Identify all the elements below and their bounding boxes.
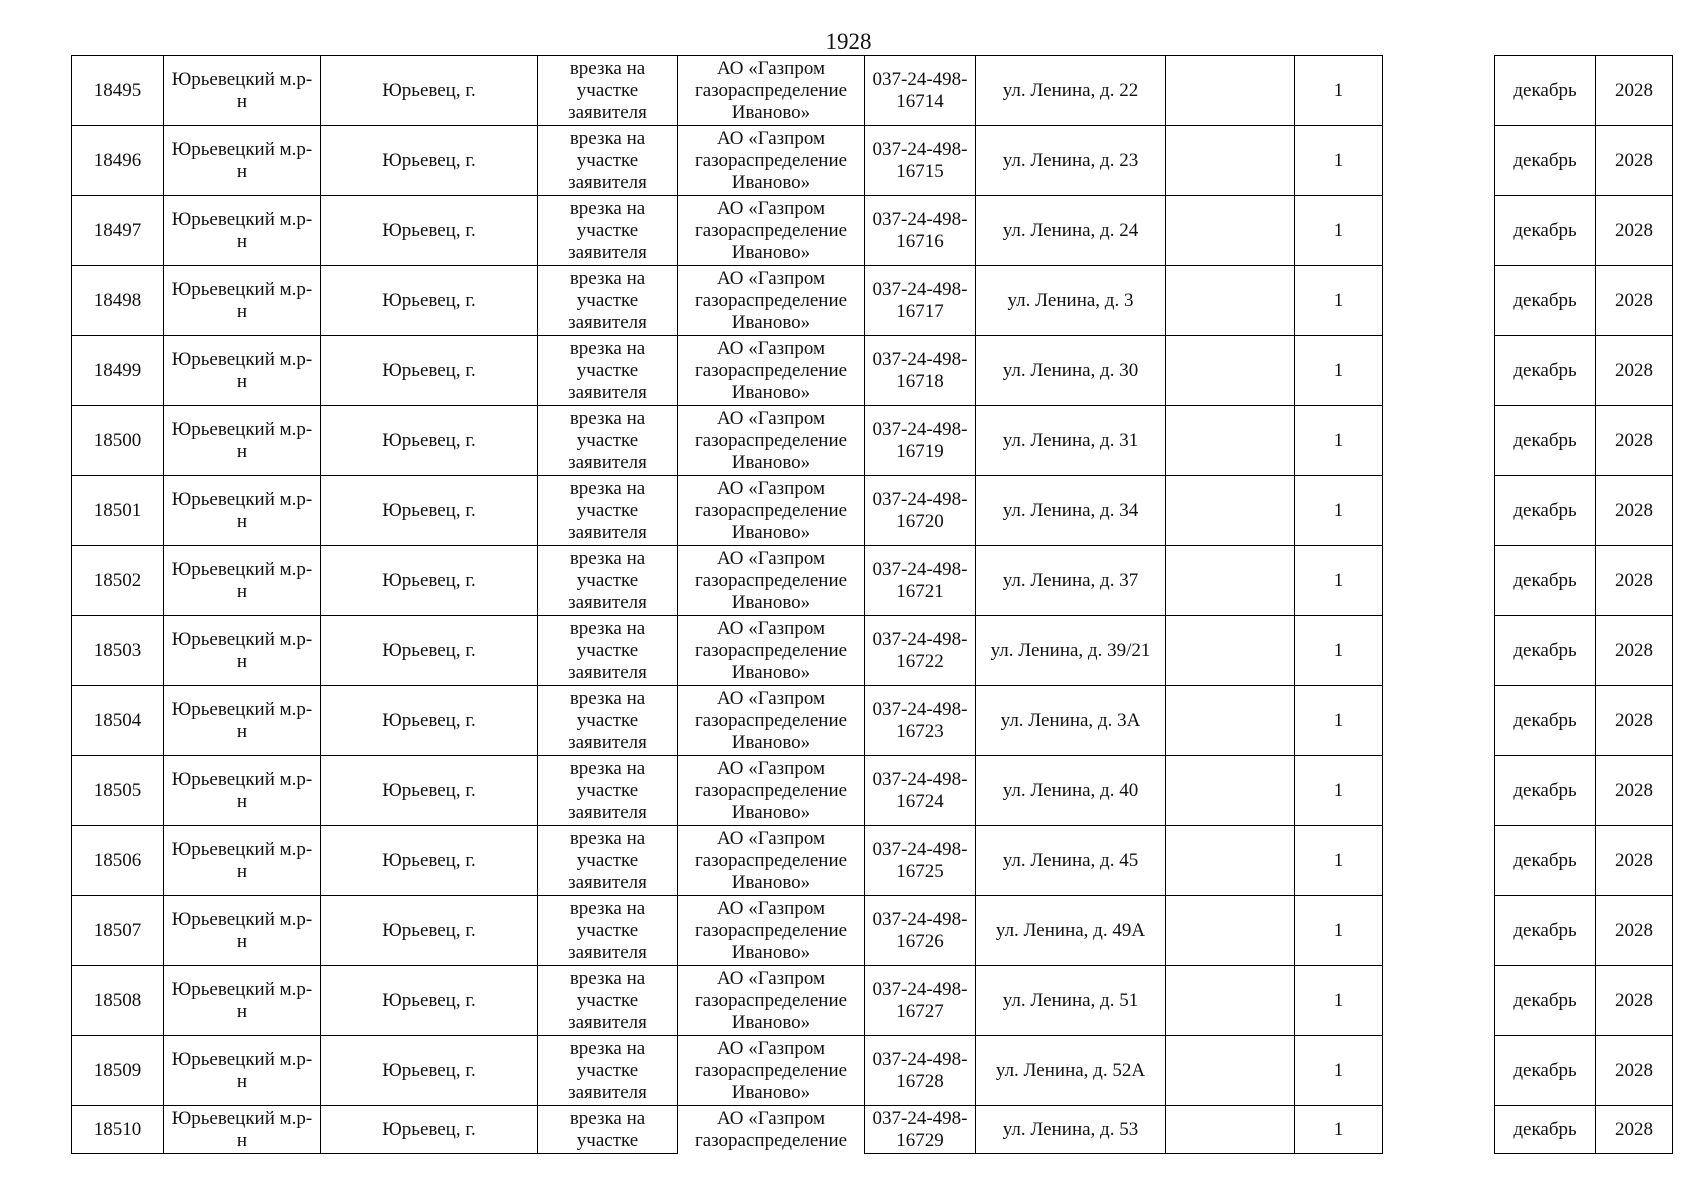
connection-method-cell: врезка на участке заявителя xyxy=(538,686,678,756)
table-row xyxy=(72,896,1673,966)
address-cell: ул. Ленина, д. 52А xyxy=(976,1036,1166,1106)
connection-method-cell: врезка на участке заявителя xyxy=(538,896,678,966)
count-cell: 1 xyxy=(1295,336,1383,406)
year-cell: 2028 xyxy=(1596,266,1673,336)
count-cell: 1 xyxy=(1295,896,1383,966)
count-cell: 1 xyxy=(1295,966,1383,1036)
count-cell: 1 xyxy=(1295,196,1383,266)
settlement-cell: Юрьевец, г. xyxy=(321,1036,538,1106)
empty-cell xyxy=(1166,266,1295,336)
address-cell: ул. Ленина, д. 49А xyxy=(976,896,1166,966)
row-number-cell: 18495 xyxy=(72,56,164,126)
table-row xyxy=(72,196,1673,266)
row-number-cell: 18508 xyxy=(72,966,164,1036)
register-table-body xyxy=(72,56,1673,1154)
row-number-cell: 18506 xyxy=(72,826,164,896)
empty-cell xyxy=(1383,826,1495,896)
year-cell: 2028 xyxy=(1596,756,1673,826)
object-code-cell: 037-24-498-16723 xyxy=(865,686,976,756)
settlement-cell: Юрьевец, г. xyxy=(321,336,538,406)
district-cell: Юрьевецкий м.р-н xyxy=(164,896,321,966)
register-table xyxy=(71,55,1673,1154)
month-cell: декабрь xyxy=(1495,546,1596,616)
organization-cell: АО «Газпром газораспределение Иваново» xyxy=(678,476,865,546)
year-cell: 2028 xyxy=(1596,546,1673,616)
object-code-cell: 037-24-498-16714 xyxy=(865,56,976,126)
year-cell: 2028 xyxy=(1596,336,1673,406)
month-cell: декабрь xyxy=(1495,756,1596,826)
count-cell: 1 xyxy=(1295,616,1383,686)
year-cell: 2028 xyxy=(1596,1036,1673,1106)
empty-cell xyxy=(1383,686,1495,756)
row-number-cell: 18505 xyxy=(72,756,164,826)
empty-cell xyxy=(1383,126,1495,196)
connection-method-cell: врезка на участке заявителя xyxy=(538,476,678,546)
row-number-cell: 18501 xyxy=(72,476,164,546)
month-cell: декабрь xyxy=(1495,126,1596,196)
connection-method-cell: врезка на участке заявителя xyxy=(538,126,678,196)
organization-cell: АО «Газпром газораспределение Иваново» xyxy=(678,406,865,476)
district-cell: Юрьевецкий м.р-н xyxy=(164,686,321,756)
object-code-cell: 037-24-498-16718 xyxy=(865,336,976,406)
table-row xyxy=(72,826,1673,896)
connection-method-cell: врезка на участке заявителя xyxy=(538,196,678,266)
settlement-cell: Юрьевец, г. xyxy=(321,1106,538,1154)
table-row xyxy=(72,966,1673,1036)
table-row xyxy=(72,686,1673,756)
table-row xyxy=(72,406,1673,476)
empty-cell xyxy=(1166,826,1295,896)
district-cell: Юрьевецкий м.р-н xyxy=(164,476,321,546)
settlement-cell: Юрьевец, г. xyxy=(321,826,538,896)
count-cell: 1 xyxy=(1295,56,1383,126)
district-cell: Юрьевецкий м.р-н xyxy=(164,196,321,266)
count-cell: 1 xyxy=(1295,406,1383,476)
empty-cell xyxy=(1166,616,1295,686)
month-cell: декабрь xyxy=(1495,826,1596,896)
row-number-cell: 18507 xyxy=(72,896,164,966)
year-cell: 2028 xyxy=(1596,686,1673,756)
object-code-cell: 037-24-498-16720 xyxy=(865,476,976,546)
district-cell: Юрьевецкий м.р-н xyxy=(164,546,321,616)
connection-method-cell: врезка на участке заявителя xyxy=(538,266,678,336)
connection-method-cell: врезка на участке заявителя xyxy=(538,406,678,476)
empty-cell xyxy=(1383,336,1495,406)
page-number: 1928 xyxy=(825,29,872,54)
month-cell: декабрь xyxy=(1495,1106,1596,1154)
month-cell: декабрь xyxy=(1495,896,1596,966)
settlement-cell: Юрьевец, г. xyxy=(321,196,538,266)
address-cell: ул. Ленина, д. 53 xyxy=(976,1106,1166,1154)
address-cell: ул. Ленина, д. 40 xyxy=(976,756,1166,826)
month-cell: декабрь xyxy=(1495,56,1596,126)
object-code-cell: 037-24-498-16717 xyxy=(865,266,976,336)
count-cell: 1 xyxy=(1295,546,1383,616)
empty-cell xyxy=(1166,336,1295,406)
empty-cell xyxy=(1166,1036,1295,1106)
organization-cell: АО «Газпром газораспределение Иваново» xyxy=(678,336,865,406)
year-cell: 2028 xyxy=(1596,56,1673,126)
settlement-cell: Юрьевец, г. xyxy=(321,686,538,756)
organization-cell: АО «Газпром газораспределение Иваново» xyxy=(678,966,865,1036)
address-cell: ул. Ленина, д. 31 xyxy=(976,406,1166,476)
connection-method-cell: врезка на участке заявителя xyxy=(538,336,678,406)
object-code-cell: 037-24-498-16729 xyxy=(865,1106,976,1154)
empty-cell xyxy=(1166,406,1295,476)
organization-cell: АО «Газпром газораспределение Иваново» xyxy=(678,266,865,336)
year-cell: 2028 xyxy=(1596,476,1673,546)
settlement-cell: Юрьевец, г. xyxy=(321,126,538,196)
table-row xyxy=(72,266,1673,336)
district-cell: Юрьевецкий м.р-н xyxy=(164,1106,321,1154)
empty-cell xyxy=(1383,966,1495,1036)
object-code-cell: 037-24-498-16716 xyxy=(865,196,976,266)
row-number-cell: 18497 xyxy=(72,196,164,266)
organization-cell: АО «Газпром газораспределение Иваново» xyxy=(678,56,865,126)
address-cell: ул. Ленина, д. 24 xyxy=(976,196,1166,266)
empty-cell xyxy=(1383,546,1495,616)
row-number-cell: 18496 xyxy=(72,126,164,196)
address-cell: ул. Ленина, д. 45 xyxy=(976,826,1166,896)
organization-cell: АО «Газпром газораспределение Иваново» xyxy=(678,546,865,616)
empty-cell xyxy=(1166,196,1295,266)
settlement-cell: Юрьевец, г. xyxy=(321,756,538,826)
table-row xyxy=(72,126,1673,196)
table-row xyxy=(72,1106,1673,1154)
district-cell: Юрьевецкий м.р-н xyxy=(164,756,321,826)
empty-cell xyxy=(1166,1106,1295,1154)
empty-cell xyxy=(1383,1106,1495,1154)
empty-cell xyxy=(1166,966,1295,1036)
district-cell: Юрьевецкий м.р-н xyxy=(164,406,321,476)
connection-method-cell: врезка на участке xyxy=(538,1106,678,1154)
count-cell: 1 xyxy=(1295,1106,1383,1154)
settlement-cell: Юрьевец, г. xyxy=(321,616,538,686)
connection-method-cell: врезка на участке заявителя xyxy=(538,546,678,616)
count-cell: 1 xyxy=(1295,686,1383,756)
month-cell: декабрь xyxy=(1495,966,1596,1036)
address-cell: ул. Ленина, д. 3А xyxy=(976,686,1166,756)
year-cell: 2028 xyxy=(1596,966,1673,1036)
settlement-cell: Юрьевец, г. xyxy=(321,966,538,1036)
empty-cell xyxy=(1383,896,1495,966)
address-cell: ул. Ленина, д. 39/21 xyxy=(976,616,1166,686)
connection-method-cell: врезка на участке заявителя xyxy=(538,826,678,896)
empty-cell xyxy=(1383,476,1495,546)
year-cell: 2028 xyxy=(1596,126,1673,196)
empty-cell xyxy=(1166,756,1295,826)
table-row xyxy=(72,616,1673,686)
empty-cell xyxy=(1383,196,1495,266)
row-number-cell: 18504 xyxy=(72,686,164,756)
organization-cell: АО «Газпром газораспределение Иваново» xyxy=(678,126,865,196)
district-cell: Юрьевецкий м.р-н xyxy=(164,266,321,336)
organization-cell: АО «Газпром газораспределение Иваново» xyxy=(678,756,865,826)
object-code-cell: 037-24-498-16727 xyxy=(865,966,976,1036)
connection-method-cell: врезка на участке заявителя xyxy=(538,756,678,826)
row-number-cell: 18500 xyxy=(72,406,164,476)
address-cell: ул. Ленина, д. 37 xyxy=(976,546,1166,616)
year-cell: 2028 xyxy=(1596,616,1673,686)
empty-cell xyxy=(1383,756,1495,826)
object-code-cell: 037-24-498-16728 xyxy=(865,1036,976,1106)
settlement-cell: Юрьевец, г. xyxy=(321,56,538,126)
row-number-cell: 18499 xyxy=(72,336,164,406)
month-cell: декабрь xyxy=(1495,266,1596,336)
object-code-cell: 037-24-498-16719 xyxy=(865,406,976,476)
year-cell: 2028 xyxy=(1596,406,1673,476)
month-cell: декабрь xyxy=(1495,336,1596,406)
year-cell: 2028 xyxy=(1596,896,1673,966)
organization-cell: АО «Газпром газораспределение Иваново» xyxy=(678,1036,865,1106)
object-code-cell: 037-24-498-16715 xyxy=(865,126,976,196)
count-cell: 1 xyxy=(1295,476,1383,546)
organization-cell: АО «Газпром газораспределение Иваново» xyxy=(678,196,865,266)
organization-cell: АО «Газпром газораспределение Иваново» xyxy=(678,896,865,966)
count-cell: 1 xyxy=(1295,756,1383,826)
empty-cell xyxy=(1383,616,1495,686)
connection-method-cell: врезка на участке заявителя xyxy=(538,966,678,1036)
connection-method-cell: врезка на участке заявителя xyxy=(538,56,678,126)
connection-method-cell: врезка на участке заявителя xyxy=(538,1036,678,1106)
district-cell: Юрьевецкий м.р-н xyxy=(164,126,321,196)
count-cell: 1 xyxy=(1295,1036,1383,1106)
district-cell: Юрьевецкий м.р-н xyxy=(164,966,321,1036)
table-row xyxy=(72,476,1673,546)
district-cell: Юрьевецкий м.р-н xyxy=(164,336,321,406)
year-cell: 2028 xyxy=(1596,196,1673,266)
month-cell: декабрь xyxy=(1495,616,1596,686)
table-row xyxy=(72,546,1673,616)
empty-cell xyxy=(1383,266,1495,336)
empty-cell xyxy=(1166,476,1295,546)
address-cell: ул. Ленина, д. 22 xyxy=(976,56,1166,126)
empty-cell xyxy=(1166,56,1295,126)
month-cell: декабрь xyxy=(1495,686,1596,756)
object-code-cell: 037-24-498-16722 xyxy=(865,616,976,686)
district-cell: Юрьевецкий м.р-н xyxy=(164,56,321,126)
table-row xyxy=(72,336,1673,406)
month-cell: декабрь xyxy=(1495,1036,1596,1106)
row-number-cell: 18503 xyxy=(72,616,164,686)
settlement-cell: Юрьевец, г. xyxy=(321,546,538,616)
object-code-cell: 037-24-498-16726 xyxy=(865,896,976,966)
address-cell: ул. Ленина, д. 34 xyxy=(976,476,1166,546)
organization-cell: АО «Газпром газораспределение Иваново» xyxy=(678,826,865,896)
address-cell: ул. Ленина, д. 23 xyxy=(976,126,1166,196)
organization-cell: АО «Газпром газораспределение Иваново» xyxy=(678,616,865,686)
year-cell: 2028 xyxy=(1596,1106,1673,1154)
table-row xyxy=(72,1036,1673,1106)
settlement-cell: Юрьевец, г. xyxy=(321,476,538,546)
connection-method-cell: врезка на участке заявителя xyxy=(538,616,678,686)
year-cell: 2028 xyxy=(1596,826,1673,896)
row-number-cell: 18498 xyxy=(72,266,164,336)
address-cell: ул. Ленина, д. 51 xyxy=(976,966,1166,1036)
settlement-cell: Юрьевец, г. xyxy=(321,896,538,966)
count-cell: 1 xyxy=(1295,826,1383,896)
district-cell: Юрьевецкий м.р-н xyxy=(164,826,321,896)
table-row xyxy=(72,756,1673,826)
row-number-cell: 18502 xyxy=(72,546,164,616)
object-code-cell: 037-24-498-16721 xyxy=(865,546,976,616)
empty-cell xyxy=(1166,546,1295,616)
empty-cell xyxy=(1383,406,1495,476)
organization-cell: АО «Газпром газораспределение xyxy=(678,1106,865,1154)
district-cell: Юрьевецкий м.р-н xyxy=(164,1036,321,1106)
count-cell: 1 xyxy=(1295,126,1383,196)
table-row xyxy=(72,56,1673,126)
month-cell: декабрь xyxy=(1495,196,1596,266)
district-cell: Юрьевецкий м.р-н xyxy=(164,616,321,686)
row-number-cell: 18509 xyxy=(72,1036,164,1106)
empty-cell xyxy=(1166,896,1295,966)
empty-cell xyxy=(1166,126,1295,196)
empty-cell xyxy=(1383,56,1495,126)
month-cell: декабрь xyxy=(1495,406,1596,476)
object-code-cell: 037-24-498-16725 xyxy=(865,826,976,896)
object-code-cell: 037-24-498-16724 xyxy=(865,756,976,826)
count-cell: 1 xyxy=(1295,266,1383,336)
address-cell: ул. Ленина, д. 30 xyxy=(976,336,1166,406)
row-number-cell: 18510 xyxy=(72,1106,164,1154)
empty-cell xyxy=(1166,686,1295,756)
settlement-cell: Юрьевец, г. xyxy=(321,266,538,336)
empty-cell xyxy=(1383,1036,1495,1106)
address-cell: ул. Ленина, д. 3 xyxy=(976,266,1166,336)
settlement-cell: Юрьевец, г. xyxy=(321,406,538,476)
organization-cell: АО «Газпром газораспределение Иваново» xyxy=(678,686,865,756)
month-cell: декабрь xyxy=(1495,476,1596,546)
